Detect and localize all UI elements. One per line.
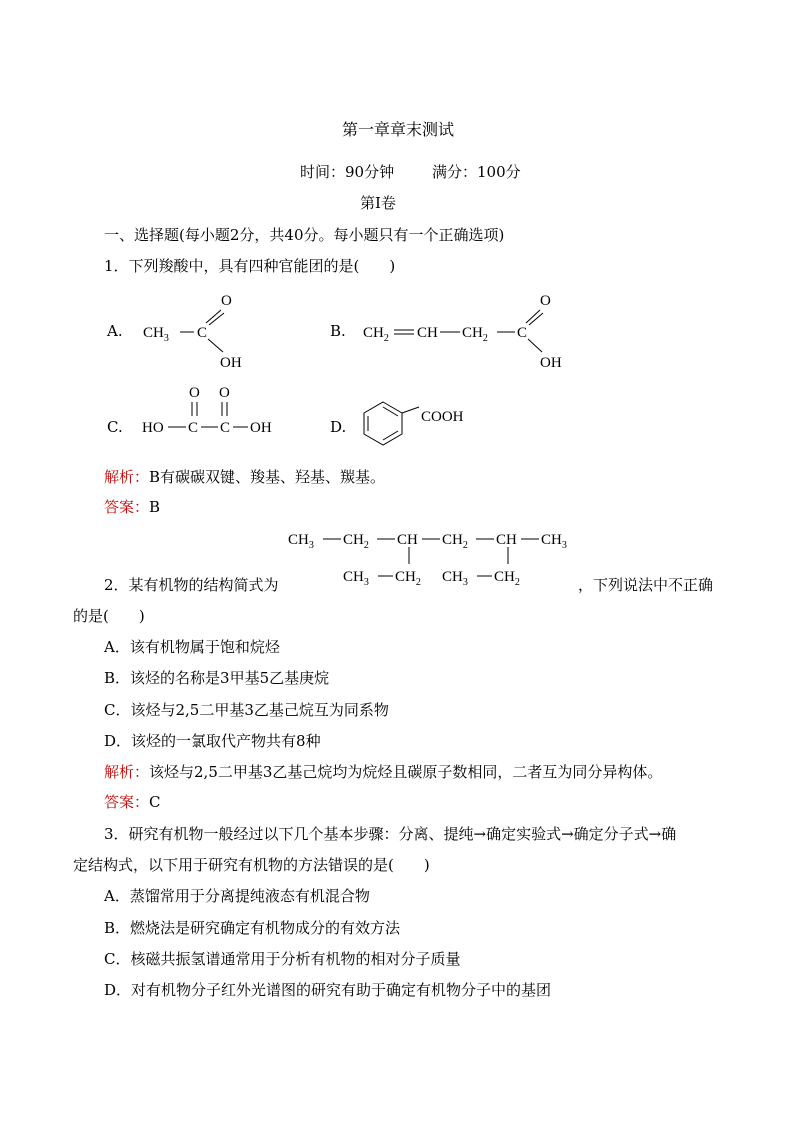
- svg-text:CH2: $CH_2$: [442, 532, 468, 551]
- q2-analysis: 该烃与2,5二甲基3乙基己烷均为烷烃且碳原子数相同，二者互为同分异构体。: [149, 763, 663, 781]
- section-heading: 一、选择题(每小题2分，共40分。每小题只有一个正确选项): [104, 226, 505, 244]
- q1-answer-label: 答案：: [104, 498, 150, 516]
- svg-text:C: C: [517, 325, 528, 341]
- q3-stem: 3．研究有机物一般经过以下几个基本步骤：分离、提纯→确定实验式→确定分子式→确: [104, 825, 677, 843]
- svg-text:C: C: [188, 420, 199, 436]
- svg-text:CH3: $CH_3$: [288, 532, 314, 551]
- svg-text:O: O: [219, 385, 230, 401]
- q1-option-a-structure: [140, 290, 270, 375]
- q1-option-c-label: C.: [107, 418, 123, 436]
- q3-option-b: B．燃烧法是研究确定有机物成分的有效方法: [104, 919, 401, 937]
- q1-answer: B: [149, 498, 161, 516]
- q1-option-b-structure: [360, 290, 580, 375]
- svg-text:CH2: $CH_2$: [462, 325, 488, 344]
- q1-option-d-structure: [355, 398, 485, 453]
- svg-text:CH2: $CH_2$: [343, 532, 369, 551]
- svg-text:OH: OH: [250, 420, 272, 436]
- svg-text:OH: OH: [540, 355, 562, 371]
- q2-stem-continued: 的是( ): [73, 607, 145, 625]
- q3-option-c: C．核磁共振氢谱通常用于分析有机物的相对分子质量: [104, 950, 461, 968]
- q2-stem-end: ，下列说法中不正确: [578, 576, 714, 594]
- q1-option-d-label: D.: [330, 418, 347, 436]
- svg-text:CH2: $CH_2$: [494, 569, 520, 588]
- svg-text:OH: OH: [220, 355, 242, 371]
- q2-option-d: D．该烃的一氯取代产物共有8种: [104, 732, 321, 750]
- svg-text:CH2: $CH_2$: [395, 569, 421, 588]
- svg-text:CH3: $CH_3$: [442, 569, 468, 588]
- volume-label: 第Ⅰ卷: [360, 194, 396, 212]
- q2-option-a: A．该有机物属于饱和烷烃: [104, 638, 280, 656]
- svg-text:CH3: $CH_3$: [143, 325, 169, 344]
- q1-analysis: B有碳碳双键、羧基、羟基、羰基。: [149, 468, 386, 486]
- q1-analysis-label: 解析：: [104, 468, 150, 486]
- q2-answer-label: 答案：: [104, 793, 150, 811]
- q2-stem-start: 2．某有机物的结构简式为: [104, 576, 279, 594]
- page-title: 第一章章末测试: [342, 120, 455, 139]
- svg-text:CH: CH: [417, 325, 438, 341]
- q1-option-c-structure: [140, 380, 290, 440]
- exam-score: 满分：100分: [432, 163, 521, 181]
- q2-analysis-label: 解析：: [104, 763, 150, 781]
- svg-text:CH3: $CH_3$: [541, 532, 567, 551]
- svg-text:O: O: [221, 293, 232, 309]
- q2-option-b: B．该烃的名称是3甲基5乙基庚烷: [104, 669, 330, 687]
- svg-text:CH2: $CH_2$: [363, 325, 389, 344]
- q3-option-d: D．对有机物分子红外光谱图的研究有助于确定有机物分子中的基团: [104, 981, 552, 999]
- q1-option-a-label: A.: [107, 322, 123, 340]
- q2-answer: C: [149, 793, 161, 811]
- svg-text:O: O: [189, 385, 200, 401]
- q2-option-c: C．该烃与2,5二甲基3乙基己烷互为同系物: [104, 701, 389, 719]
- svg-text:CH: CH: [496, 532, 517, 548]
- svg-text:O: O: [540, 293, 551, 309]
- q1-option-b-label: B.: [330, 322, 346, 340]
- q3-option-a: A．蒸馏常用于分离提纯液态有机混合物: [104, 887, 370, 905]
- svg-text:C: C: [220, 420, 231, 436]
- svg-text:C: C: [197, 325, 208, 341]
- svg-text:CH3: $CH_3$: [343, 569, 369, 588]
- exam-time: 时间：90分钟: [300, 163, 395, 181]
- svg-text:CH: CH: [397, 532, 418, 548]
- q2-structure: [285, 526, 585, 588]
- q1-stem: 1．下列羧酸中，具有四种官能团的是( ): [104, 257, 396, 275]
- svg-text:HO: HO: [142, 420, 164, 436]
- svg-text:COOH: COOH: [421, 409, 464, 425]
- q3-stem-continued: 定结构式，以下用于研究有机物的方法错误的是( ): [73, 856, 430, 874]
